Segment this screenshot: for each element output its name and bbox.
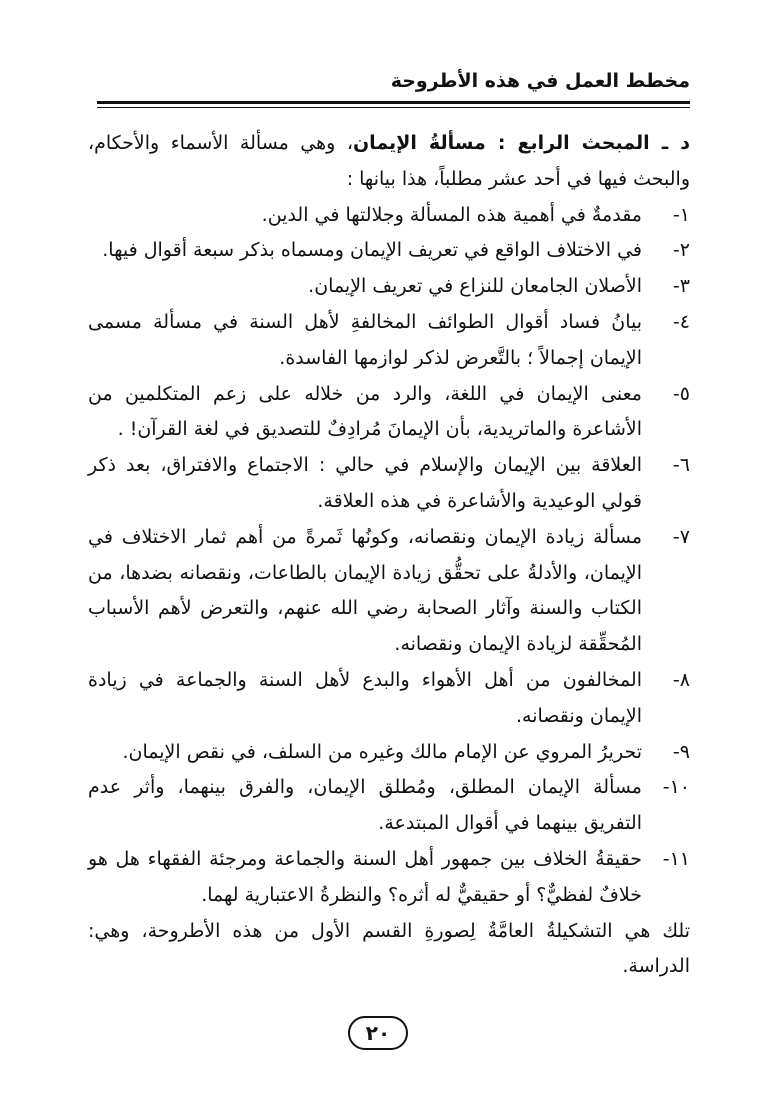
item-number: ٧-: [672, 525, 690, 548]
item-text: المخالفون من أهل الأهواء والبدع لأهل السنة والجماعة في زيادة الإيمان ونقصانه.: [88, 668, 642, 727]
item-text: تحريرُ المروي عن الإمام مالك وغيره من السلف، في نقص الإيمان.: [122, 740, 642, 763]
page-body: [88, 126, 690, 985]
list-item: [88, 305, 690, 377]
item-text: مسألة الإيمان المطلق، ومُطلق الإيمان، والفرق بينهما، وأثر عدم التفريق بينهما في أقوال المبتدعة.: [88, 776, 642, 835]
list-item: [88, 663, 690, 735]
list-item: [88, 198, 690, 234]
section-intro-text: ، وهي مسألة الأسماء والأحكام، والبحث فيها في أحد عشر مطلباً، هذا بيانها :: [88, 132, 690, 190]
item-number: ٥-: [672, 382, 690, 405]
list-item: [88, 520, 690, 663]
list-item: [88, 770, 690, 842]
section-heading: د ـ المبحث الرابع : مسألةُ الإيمان: [352, 132, 691, 154]
item-number: ٢-: [672, 239, 690, 262]
page-number-badge: [348, 1016, 408, 1050]
page-number: ٢٠: [365, 1021, 391, 1045]
topics-list: [88, 198, 690, 914]
list-item: [88, 269, 690, 305]
item-number: ١-: [672, 203, 690, 226]
header-rule-thin: [97, 107, 690, 108]
item-number: ١٠-: [662, 776, 690, 799]
item-number: ٤-: [672, 310, 690, 333]
section-intro: [88, 126, 690, 198]
item-text: حقيقةُ الخلاف بين جمهور أهل السنة والجماعة ومرجئة الفقهاء هل هو خلافٌ لفظيٌّ؟ أو حقيقيٌّ له أثره؟ والنظرةُ الاعتبارية لهما.: [88, 847, 642, 906]
list-item: [88, 448, 690, 520]
item-number: ١١-: [662, 847, 690, 870]
item-text: مسألة زيادة الإيمان ونقصانه، وكونُها ثَمرةً من أهم ثمار الاختلاف في الإيمان، والأدلةُ على تحقُّق زيادة الإيمان بالطاعات، ونقصانه بضدها، من الكتاب والسنة وآثار الصحابة رضي الله عنهم، والتعرض لأهم الأسباب المُحقِّقة لزيادة الإيمان ونقصانه.: [88, 525, 642, 656]
item-number: ٨-: [672, 668, 690, 691]
item-text: في الاختلاف الواقع في تعريف الإيمان ومسماه بذكر سبعة أقوال فيها.: [102, 239, 642, 262]
list-item: [88, 735, 690, 771]
item-text: معنى الإيمان في اللغة، والرد من خلاله على زعم المتكلمين من الأشاعرة والماتريدية، بأن الإيمانَ مُرادِفٌ للتصديق في لغة القرآن! .: [88, 382, 642, 441]
item-text: الأصلان الجامعان للنزاع في تعريف الإيمان.: [308, 275, 642, 298]
item-text: مقدمةٌ في أهمية هذه المسألة وجلالتها في الدين.: [261, 203, 642, 226]
list-item: [88, 377, 690, 449]
item-number: ٦-: [672, 454, 690, 477]
item-number: ٣-: [672, 275, 690, 298]
list-item: [88, 233, 690, 269]
item-text: بيانُ فساد أقوال الطوائف المخالفةِ لأهل السنة في مسألة مسمى الإيمان إجمالاً ؛ بالتَّعرض لذكر لوازمها الفاسدة.: [88, 310, 642, 369]
item-number: ٩-: [672, 740, 690, 763]
closing-paragraph: تلك هي التشكيلةُ العامَّةُ لِصورةِ القسم الأول من هذه الأطروحة، وهي: الدراسة.: [88, 919, 690, 978]
list-item: [88, 842, 690, 914]
item-text: العلاقة بين الإيمان والإسلام في حالي : الاجتماع والافتراق، بعد ذكر قولي الوعيدية والأشاعرة في هذه العلاقة.: [88, 454, 642, 512]
header-rule-thick: [97, 101, 690, 104]
running-title: مخطط العمل في هذه الأطروحة: [390, 70, 690, 92]
